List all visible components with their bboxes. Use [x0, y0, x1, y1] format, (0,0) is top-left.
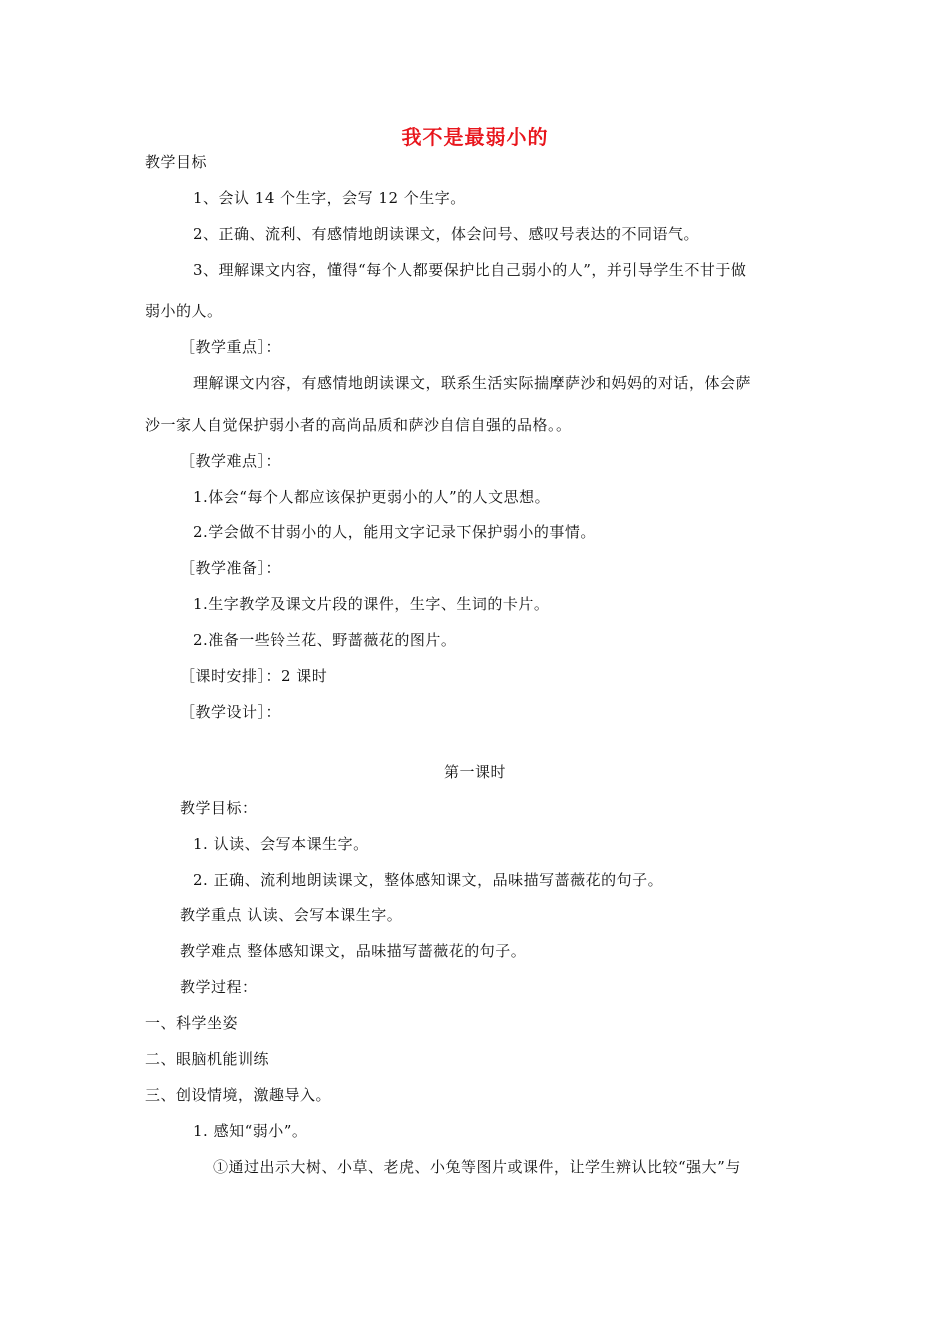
- process-step-1: 一、科学坐姿: [145, 1014, 239, 1032]
- section-heading-goals: 教学目标: [145, 153, 208, 171]
- lesson-goal-item-2: 2. 正确、流利地朗读课文，整体感知课文，品味描写蔷薇花的句子。: [193, 871, 664, 889]
- section-heading-schedule: ［课时安排］：2 课时: [180, 667, 328, 685]
- section-heading-design: ［教学设计］：: [180, 703, 282, 721]
- lesson-heading: 第一课时: [443, 763, 506, 781]
- goal-item-3: 3、理解课文内容，懂得“每个人都要保护比自己弱小的人”，并引导学生不甘于做: [193, 261, 747, 279]
- lesson-goals-heading: 教学目标：: [180, 799, 258, 817]
- goal-item-2: 2、正确、流利、有感情地朗读课文，体会问号、感叹号表达的不同语气。: [193, 225, 700, 243]
- document-title: 我不是最弱小的: [401, 125, 549, 149]
- process-step-3: 三、创设情境，激趣导入。: [145, 1086, 332, 1104]
- lesson-process-heading: 教学过程：: [180, 978, 258, 996]
- process-step-2: 二、眼脑机能训练: [145, 1050, 270, 1068]
- section-heading-difficulties: ［教学难点］：: [180, 452, 282, 470]
- goal-item-1: 1、会认 14 个生字，会写 12 个生字。: [193, 189, 466, 207]
- section-heading-preparation: ［教学准备］：: [180, 559, 282, 577]
- process-substep-1: 1. 感知“弱小”。: [193, 1122, 308, 1140]
- difficulty-item-2: 2.学会做不甘弱小的人，能用文字记录下保护弱小的事情。: [193, 523, 596, 541]
- preparation-item-2: 2.准备一些铃兰花、野蔷薇花的图片。: [193, 631, 457, 649]
- lesson-difficulty: 教学难点 整体感知课文，品味描写蔷薇花的句子。: [180, 942, 527, 960]
- goal-item-3-continued: 弱小的人。: [145, 302, 223, 320]
- section-heading-key-points: ［教学重点］：: [180, 338, 282, 356]
- lesson-key-point: 教学重点 认读、会写本课生字。: [180, 906, 403, 924]
- difficulty-item-1: 1.体会“每个人都应该保护更弱小的人”的人文思想。: [193, 488, 551, 506]
- preparation-item-1: 1.生字教学及课文片段的课件，生字、生词的卡片。: [193, 595, 550, 613]
- lesson-goal-item-1: 1. 认读、会写本课生字。: [193, 835, 369, 853]
- process-substep-1-detail: ①通过出示大树、小草、老虎、小兔等图片或课件，让学生辨认比较“强大”与: [213, 1158, 741, 1176]
- key-points-text-continued: 沙一家人自觉保护弱小者的高尚品质和萨沙自信自强的品格。。: [145, 416, 572, 434]
- key-points-text: 理解课文内容，有感情地朗读课文，联系生活实际揣摩萨沙和妈妈的对话，体会萨: [193, 374, 752, 392]
